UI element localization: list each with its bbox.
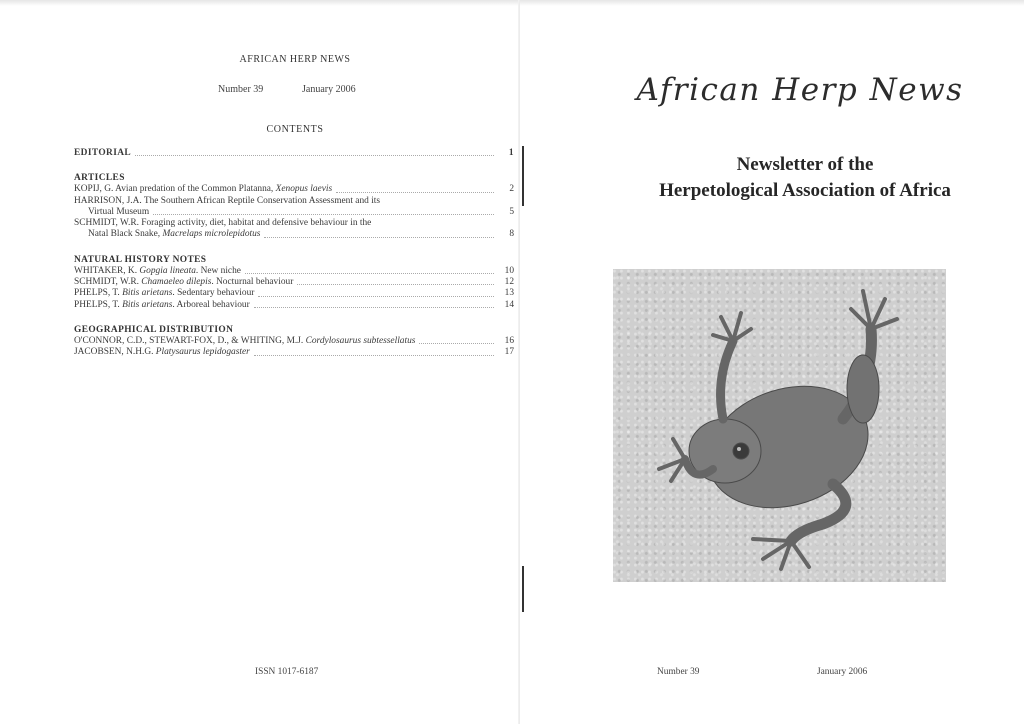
toc-entry (74, 347, 514, 358)
dot-leader (297, 284, 494, 285)
toc-entry-text (74, 277, 293, 288)
toc-entry-author: O'CONNOR, C.D., STEWART-FOX, D., & WHITING, M.J. (74, 335, 306, 346)
toc-entry (74, 336, 514, 347)
issue-number: Number 39 (218, 84, 264, 95)
cover-subtitle-line1: Newsletter of the (736, 154, 874, 175)
toc-entry-topic: . New niche (195, 265, 241, 276)
toc-entry-topic: . Sedentary behaviour (172, 288, 255, 299)
cover-issue-number: Number 39 (657, 667, 700, 677)
toc-editorial (74, 148, 514, 159)
toc-page-number: 2 (509, 184, 514, 195)
toc-entry-author: PHELPS, T. (74, 288, 123, 299)
issn: ISSN 1017-6187 (255, 667, 319, 677)
toc-entry-author: HARRISON, J.A. The Southern African Reptile Conservation Assessment and its (74, 195, 381, 206)
dot-leader (419, 343, 494, 344)
dot-leader (245, 273, 494, 274)
toc-entry-topic: . Arboreal behaviour (172, 299, 250, 310)
toc-page-number: 8 (509, 229, 514, 240)
dot-leader (336, 192, 494, 193)
cover-subtitle-line2: Herpetological Association of Africa (659, 180, 951, 201)
toc-entry (74, 229, 514, 240)
toc-entry-text (74, 288, 254, 299)
toc-entry-topic: . Nocturnal behaviour (211, 277, 294, 288)
toc-entry-species: Platysaurus lepidogaster (155, 347, 250, 358)
toc-page-number: 14 (504, 299, 514, 310)
toc-entry-species: Bitis arietans (122, 299, 173, 310)
toc-entry-text (74, 184, 332, 195)
issue-date: January 2006 (302, 84, 356, 95)
toc-entry-author: PHELPS, T. (74, 299, 123, 310)
toc-page-number: 16 (504, 335, 514, 346)
toc-entry-text (74, 196, 380, 207)
toc-entry-text (74, 266, 241, 277)
toc-section (74, 173, 514, 240)
toc-entry-text (88, 229, 260, 240)
toc-page-number: 17 (504, 347, 514, 358)
toc-entry (74, 184, 514, 195)
toc-section-heading: ARTICLES (74, 173, 125, 184)
toc-entry-author: SCHMIDT, W.R. (74, 277, 142, 288)
toc-entry-text (74, 336, 415, 347)
toc-entry (74, 266, 514, 277)
cover-page (520, 0, 1024, 724)
dot-leader (254, 355, 494, 356)
dot-leader (258, 296, 494, 297)
toc-page-number: 1 (508, 148, 514, 158)
toc-entry (74, 300, 514, 311)
toc-entry (74, 148, 514, 159)
toc-entry-text (88, 207, 149, 218)
cover-photo (613, 269, 946, 582)
toc-entry-species: Chamaeleo dilepis (141, 277, 212, 288)
toc-entry-author: WHITAKER, K. (74, 265, 140, 276)
toc-entry-author: Virtual Museum (88, 206, 150, 217)
frog-image (613, 269, 946, 582)
table-of-contents (74, 148, 514, 373)
toc-entry-species: Macrelaps microlepidotus (162, 229, 261, 240)
cover-issue-date: January 2006 (817, 667, 868, 677)
dot-leader (264, 237, 494, 238)
toc-entry (74, 288, 514, 299)
toc-section-heading: GEOGRAPHICAL DISTRIBUTION (74, 324, 234, 335)
toc-entry (74, 218, 514, 229)
toc-entry-text: EDITORIAL (74, 148, 132, 158)
toc-entry-text (74, 347, 250, 358)
toc-entry-species: Cordylosaurus subtessellatus (305, 335, 416, 346)
toc-entry (74, 277, 514, 288)
cover-title: African Herp News (636, 72, 964, 108)
toc-page-number: 10 (504, 265, 514, 276)
toc-entry (74, 207, 514, 218)
toc-page-number: 13 (504, 288, 514, 299)
toc-section-heading: NATURAL HISTORY NOTES (74, 254, 207, 265)
toc-entry-author: SCHMIDT, W.R. Foraging activity, diet, habitat and defensive behaviour in the (74, 218, 372, 229)
dot-leader (135, 155, 494, 156)
toc-entry-author: Natal Black Snake, (88, 229, 163, 240)
toc-section (74, 255, 514, 311)
contents-heading: CONTENTS (266, 124, 324, 135)
toc-entry-author: KOPIJ, G. Avian predation of the Common Platanna, (74, 184, 276, 195)
toc-entry-species: Xenopus laevis (275, 184, 333, 195)
toc-entry-text (74, 300, 250, 311)
toc-entry-author: JACOBSEN, N.H.G. (74, 347, 156, 358)
toc-section (74, 325, 514, 359)
toc-page-number: 12 (504, 277, 514, 288)
dot-leader (153, 214, 494, 215)
toc-entry-species: Bitis arietans (122, 288, 173, 299)
toc-entry-text (74, 218, 371, 229)
dot-leader (254, 307, 494, 308)
toc-entry-species: Gopgia lineata (139, 265, 196, 276)
toc-entry (74, 196, 514, 207)
contents-page-header: AFRICAN HERP NEWS (239, 54, 351, 65)
toc-page-number: 5 (509, 206, 514, 217)
